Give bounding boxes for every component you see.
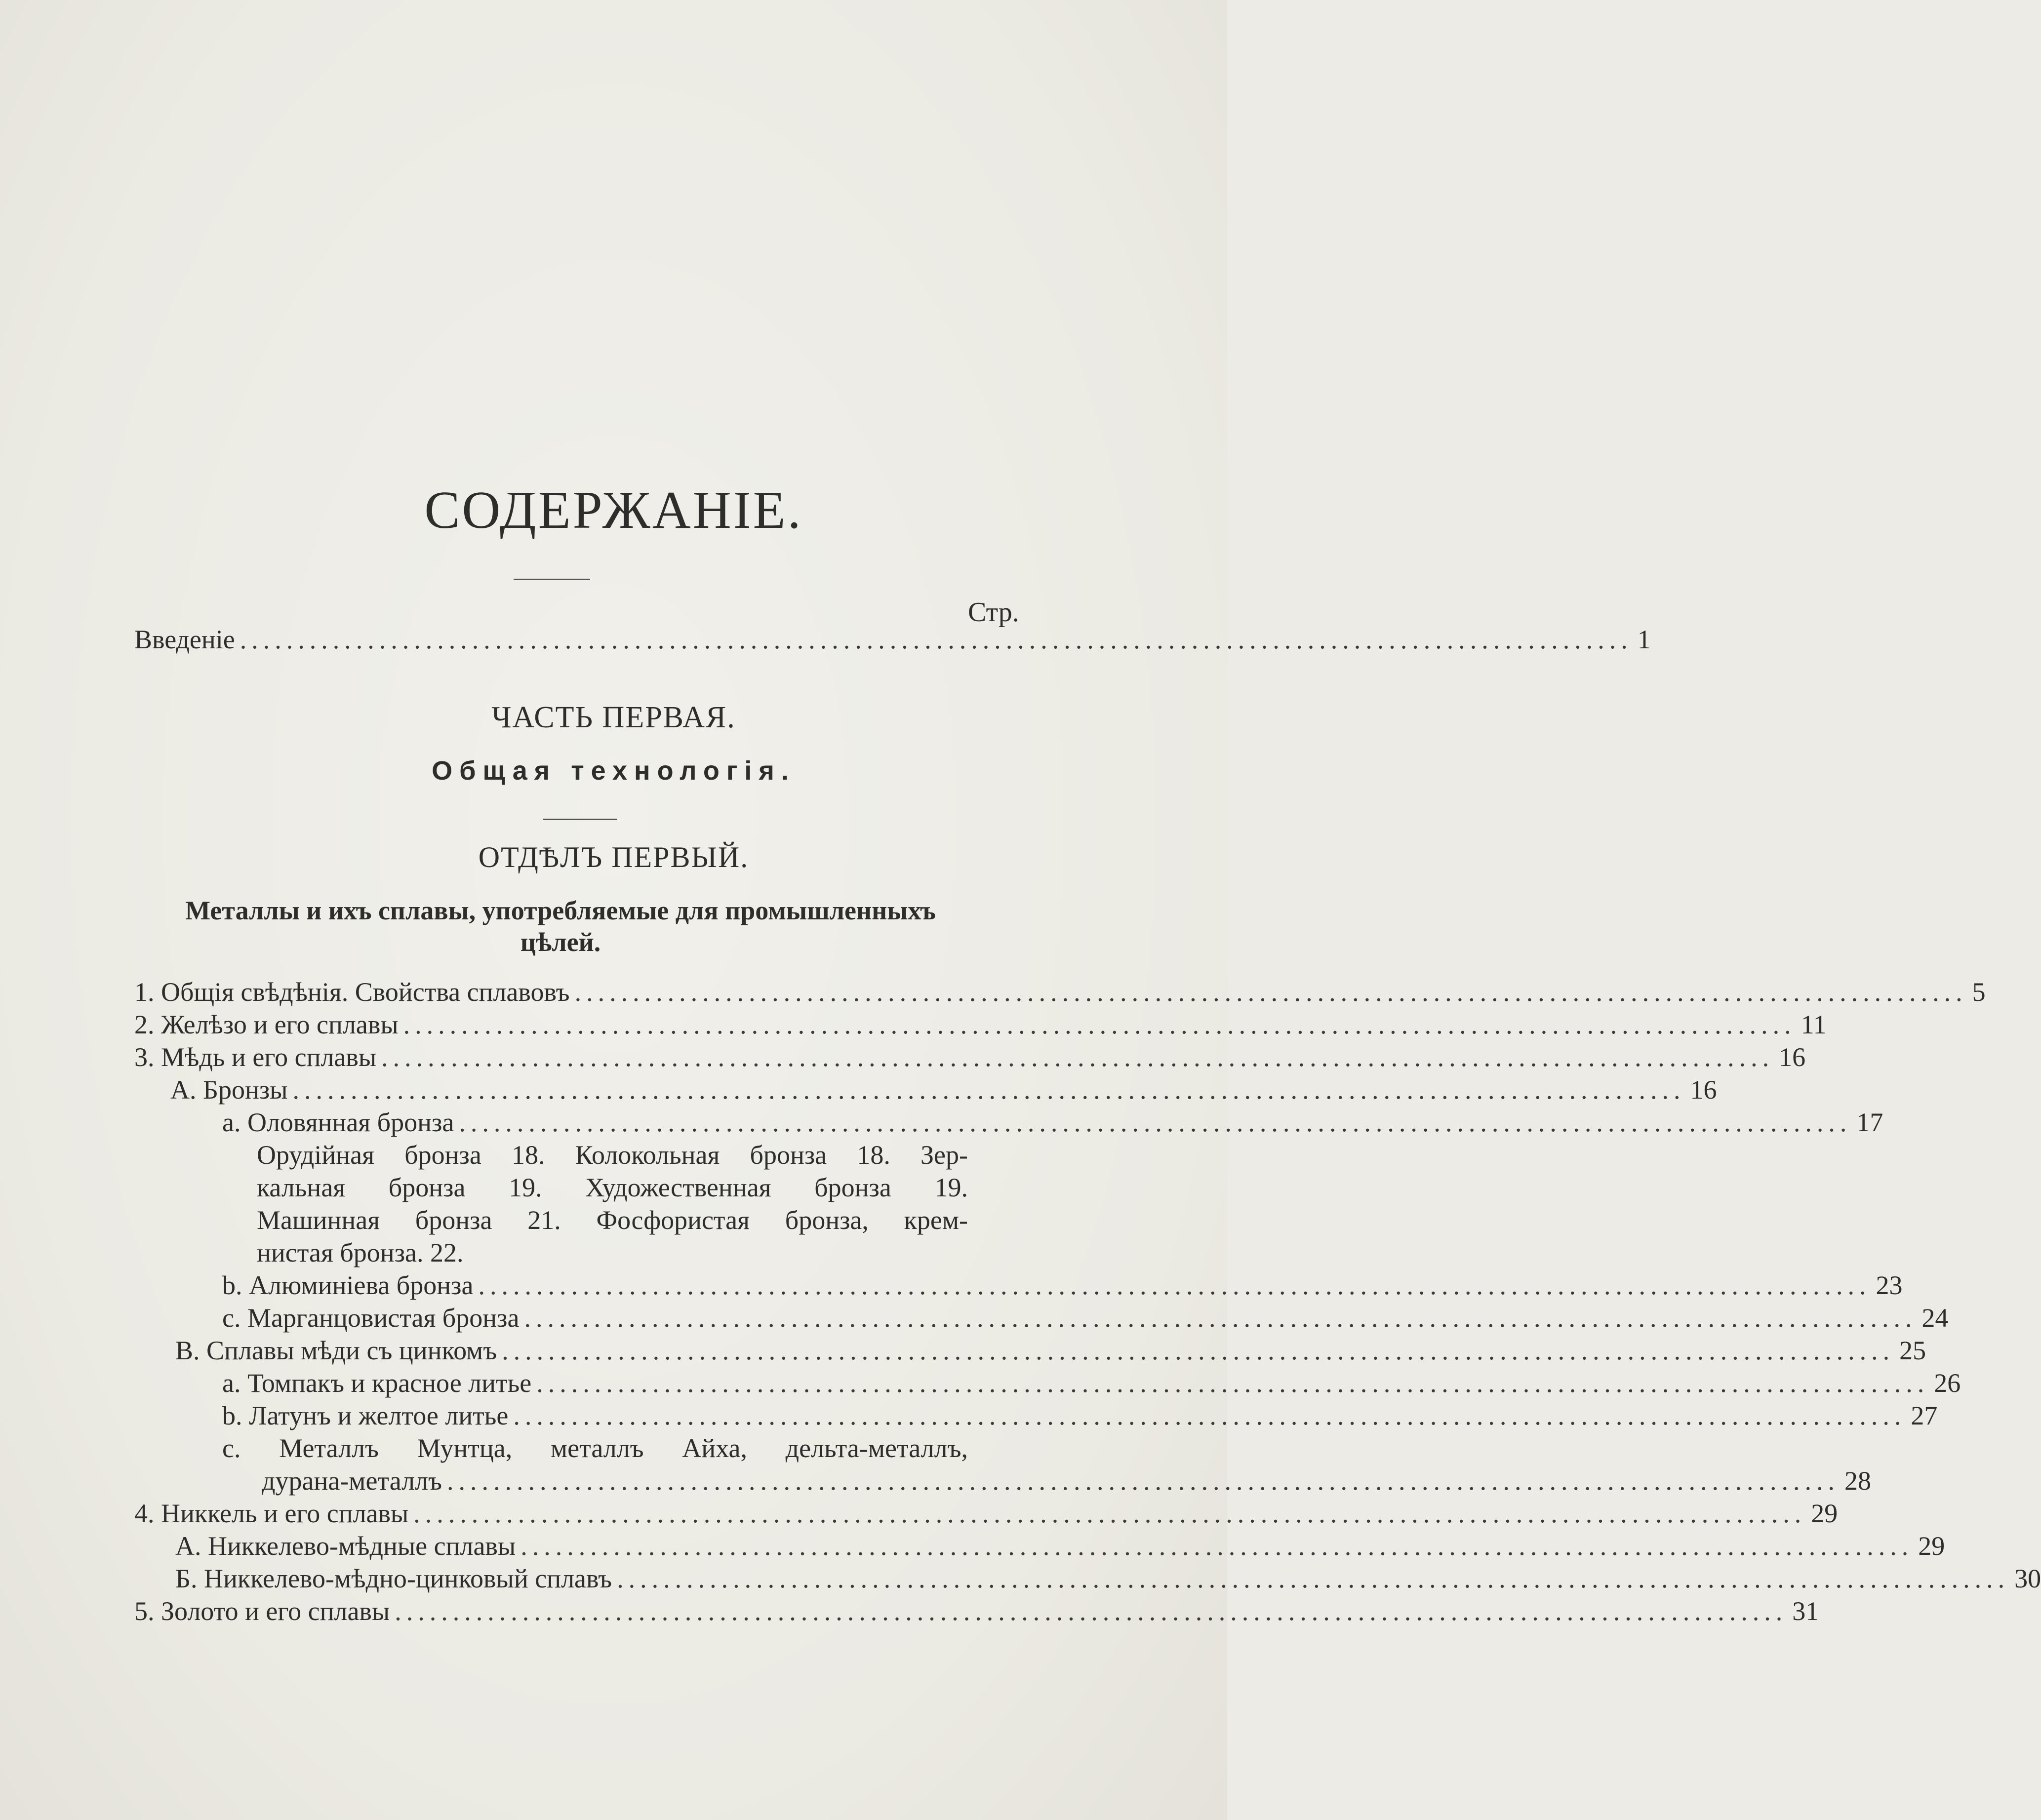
leader-dots: ........................................................................................................................ [617, 1564, 2010, 1593]
leader-dots: ........................................................................................................................ [513, 1401, 1906, 1430]
toc-entry [134, 1497, 1838, 1530]
toc-entry [170, 1073, 1717, 1106]
toc-entry-label: 5. Золото и его сплавы [134, 1596, 390, 1626]
toc-entry-intro [134, 623, 1651, 656]
leader-dots: ........................................................................................................................ [403, 1010, 1796, 1039]
leader-dots: ........................................................................................................................ [395, 1596, 1788, 1626]
toc-entry-page: 5 [1972, 977, 1986, 1007]
leader-dots: ........................................................................................................................ [524, 1303, 1917, 1333]
toc-entry [222, 1367, 1961, 1399]
toc-entry-page: 30 [2014, 1564, 2041, 1593]
leader-dots: ........................................................................................................................ [502, 1336, 1895, 1365]
toc-entry-page: 29 [1811, 1499, 1838, 1528]
leader-dots: ........................................................................................................................ [292, 1075, 1685, 1105]
leader-dots: ........................................................................................................................ [574, 977, 1967, 1007]
toc-entry [222, 1302, 1949, 1334]
toc-entry-page: 25 [1899, 1336, 1926, 1365]
muntz-entry-line: c. Металлъ Мунтца, металлъ Айха, дельта-металлъ, [222, 1433, 968, 1463]
leader-dots: ........................................................................................................................ [459, 1108, 1852, 1137]
leader-dots: ........................................................................................................................ [536, 1368, 1929, 1398]
bronze-note-line: Машинная бронза 21. Фосфористая бронза, крем- [257, 1205, 968, 1235]
toc-entry-label: Введеніе [134, 625, 235, 654]
toc-entry-label: c. Марганцовистая бронза [222, 1303, 520, 1333]
bronze-note-line: кальная бронза 19. Художественная бронза 19. [257, 1173, 968, 1202]
toc-entry-page: 27 [1911, 1401, 1938, 1430]
toc-entry-label: 4. Никкель и его сплавы [134, 1499, 409, 1528]
toc-entry-page: 31 [1792, 1596, 1819, 1626]
section-subject-line-1: Металлы и ихъ сплавы, употребляемые для промышленныхъ [185, 896, 936, 925]
toc-entry-page: 28 [1844, 1466, 1871, 1496]
toc-entry-label: B. Сплавы мѣди съ цинкомъ [175, 1336, 497, 1365]
toc-entry-page: 11 [1801, 1010, 1827, 1039]
toc-entry [222, 1399, 1938, 1432]
toc-entry-label: a. Томпакъ и красное литье [222, 1368, 532, 1398]
section-subject-line-2: цѣлей. [520, 927, 601, 957]
page-title: СОДЕРЖАНІЕ. [424, 481, 803, 540]
part-title: ЧАСТЬ ПЕРВАЯ. [491, 701, 736, 734]
toc-entry-page: 17 [1856, 1108, 1883, 1137]
leader-dots: ........................................................................................................................ [413, 1499, 1806, 1528]
toc-entry-label: Б. Никкелево-мѣдно-цинковый сплавъ [175, 1564, 612, 1593]
bronze-note-line: нистая бронза. 22. [257, 1238, 464, 1267]
toc-entry-page: 16 [1690, 1075, 1717, 1105]
toc-entry-page: 1 [1637, 625, 1651, 654]
toc-entry-label: 2. Желѣзо и его сплавы [134, 1010, 399, 1039]
leader-dots: ........................................................................................................................ [240, 625, 1633, 654]
toc-entry [175, 1334, 1926, 1367]
toc-entry [134, 976, 1986, 1008]
toc-entry-label: 1. Общія свѣдѣнія. Свойства сплавовъ [134, 977, 570, 1007]
toc-entry-page: 16 [1779, 1042, 1806, 1072]
leader-dots: ........................................................................................................................ [381, 1042, 1774, 1072]
toc-entry-label: А. Бронзы [170, 1075, 288, 1105]
toc-entry [134, 1008, 1827, 1041]
title-divider [514, 579, 590, 580]
bronze-note-line: Орудійная бронза 18. Колокольная бронза 18. Зер- [257, 1140, 968, 1170]
toc-entry-page: 23 [1876, 1270, 1903, 1300]
toc-entry [262, 1464, 1871, 1497]
toc-entry [134, 1595, 1819, 1627]
toc-entry-page: 29 [1918, 1531, 1945, 1561]
page-column-label: Стр. [968, 597, 1019, 628]
toc-entry [134, 1041, 1806, 1073]
toc-entry [222, 1269, 1903, 1302]
toc-entry-page: 26 [1934, 1368, 1961, 1398]
toc-entry-label: А. Никкелево-мѣдные сплавы [175, 1531, 516, 1561]
toc-entry [175, 1562, 2041, 1595]
toc-entry [175, 1530, 1945, 1562]
leader-dots: ........................................................................................................................ [520, 1531, 1914, 1561]
leader-dots: ........................................................................................................................ [478, 1270, 1871, 1300]
part-subject: Общая технологія. [432, 756, 796, 786]
toc-entry-label: a. Оловянная бронза [222, 1108, 454, 1137]
part-divider [543, 819, 617, 820]
toc-entry-label: b. Алюминіева бронза [222, 1270, 474, 1300]
leader-dots: ........................................................................................................................ [446, 1466, 1840, 1496]
toc-entry-label: 3. Мѣдь и его сплавы [134, 1042, 377, 1072]
toc-entry-label: b. Латунъ и желтое литье [222, 1401, 509, 1430]
section-title: ОТДѢЛЪ ПЕРВЫЙ. [478, 841, 749, 873]
section-subject [84, 895, 1037, 958]
toc-entry-page: 24 [1921, 1303, 1949, 1333]
toc-entry [222, 1106, 1883, 1139]
toc-entry-label: дурана-металлъ [262, 1466, 442, 1496]
